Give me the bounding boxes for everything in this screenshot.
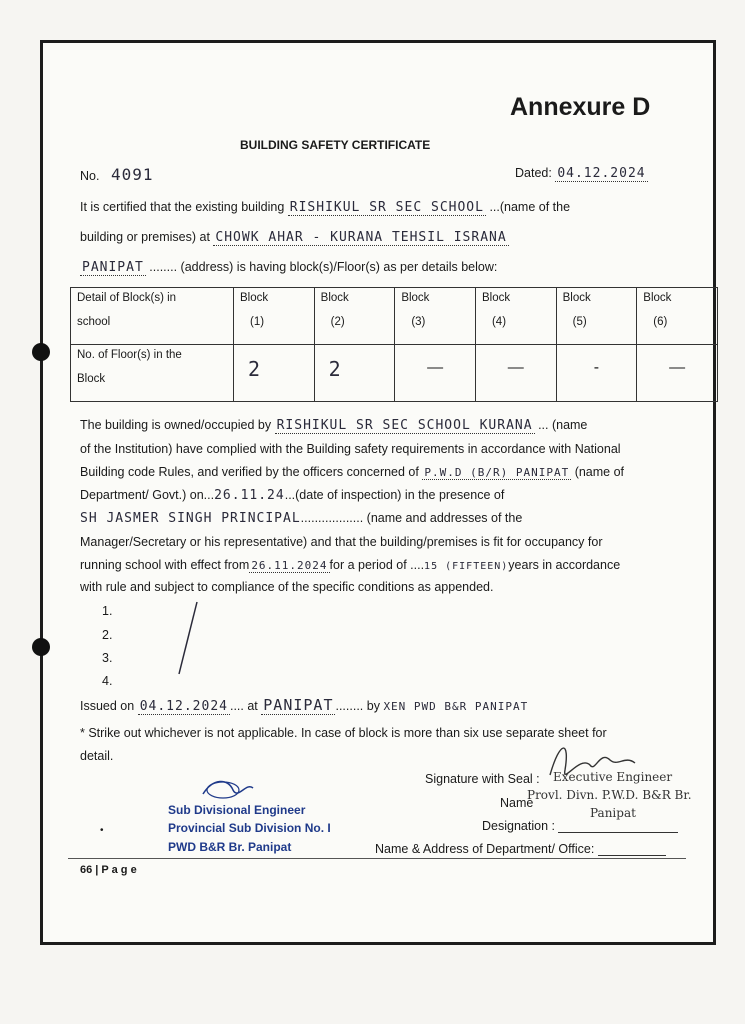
para2-text: for a period of .... [329,558,425,572]
seal-label: Signature with Seal : [425,772,540,786]
sde-signature [198,776,258,804]
block-number: (3) [411,316,426,328]
blocks-table [70,287,718,402]
table-cell [71,288,234,345]
table-cell [637,345,718,402]
block-label: Block [320,292,349,304]
effect-date: 26.11.2024 [251,559,328,572]
seal-line3: Panipat [590,806,636,820]
strike-line [175,598,205,678]
cert-date-row [515,166,648,181]
punch-hole-top [32,343,50,361]
seal-line2: Provl. Divn. P.W.D. B&R Br. [527,788,692,802]
owner-name: RISHIKUL SR SEC SCHOOL KURANA [276,418,533,433]
para2-text: Department/ Govt.) on... [80,488,215,502]
table-cell [556,288,637,345]
cert-date-label: Dated: [515,166,552,180]
sde-stamp-line2: Provincial Sub Division No. I [168,821,331,835]
para2-line2: of the Institution) have complied with the Building safety requirements in accordance with National [80,442,621,456]
row1-label-a: Detail of Block(s) in [77,292,177,304]
table-cell [314,288,395,345]
para2-text: The building is owned/occupied by [80,418,272,432]
para2-line5 [80,511,522,526]
condition-item: 1. [102,604,113,618]
sde-stamp-line3: PWD B&R Br. Panipat [168,840,292,854]
annexure-heading: Annexure D [510,93,651,121]
address-city: PANIPAT [82,260,144,275]
para1-line2 [80,230,509,245]
footer-divider [68,858,686,859]
inspection-date: 26.11.24 [214,488,285,503]
issued-place: PANIPAT [263,696,334,714]
block-label: Block [481,292,511,304]
para2-line7 [80,558,620,572]
punch-hole-bottom [32,638,50,656]
table-cell [234,345,315,402]
para2-text: Building code Rules, and verified by the officers concerned of [80,465,419,479]
designation-blank [558,820,678,833]
building-address: CHOWK AHAR - KURANA TEHSIL ISRANA [215,230,507,245]
para1-text-d: ........ (address) is having block(s)/Floor(s) as per details below: [149,260,498,274]
block-label: Block [562,292,591,304]
table-cell [234,288,315,345]
row1-label-b: school [77,316,111,328]
floor-count: — [427,359,444,376]
block-label: Block [401,292,430,304]
block-number: (4) [491,316,507,328]
para2-line1 [80,418,587,433]
issued-date: 04.12.2024 [139,699,228,714]
para2-line3 [80,465,624,479]
table-cell [475,288,556,345]
block-number: (1) [250,316,265,328]
para2-text: ...(date of inspection) in the presence of [284,488,505,502]
table-cell [395,345,476,402]
block-number: (5) [572,316,587,328]
para1-text-b: ...(name of the [489,200,571,214]
para2-line8: with rule and subject to compliance of the specific conditions as appended. [80,580,494,594]
row2-label-a: No. of Floor(s) in the [77,349,182,361]
sde-stamp-line1: Sub Divisional Engineer [168,803,306,817]
block-label: Block [240,292,269,304]
address-blank [598,843,666,856]
cert-number-label: No. [80,169,100,183]
cert-date-value: 04.12.2024 [557,166,646,181]
block-number: (6) [653,316,668,328]
period-value: 15 (FIFTEEN) [424,561,509,572]
para1-line1 [80,200,570,215]
cert-number-value: 4091 [110,165,154,184]
block-label: Block [643,292,672,304]
table-cell [475,345,556,402]
para2-text: years in accordance [508,558,621,572]
note-line1: * Strike out whichever is not applicable. In case of block is more than six use separate sheet for [80,726,607,740]
table-row [71,288,718,345]
address-row [375,842,666,856]
cert-number-row [80,165,153,184]
para2-line4 [80,488,504,503]
floor-count: - [593,359,600,376]
issued-by-label: ........ by [335,699,380,713]
para2-line6: Manager/Secretary or his representative) and that the building/premises is fit for occupancy for [80,535,603,549]
presence-name: SH JASMER SINGH PRINCIPAL [80,511,301,526]
table-cell [556,345,637,402]
building-name: RISHIKUL SR SEC SCHOOL [289,200,484,215]
designation-row [482,819,678,833]
block-number: (2) [330,316,345,328]
bullet-mark: • [100,825,104,836]
condition-item: 2. [102,628,113,642]
para2-text: ... (name [538,418,588,432]
address-label: Name & Address of Department/ Office: [375,842,595,856]
page-number: 66 | P a g e [80,864,137,876]
para1-text-c: building or premises) at [80,230,210,244]
para2-text: .................. (name and addresses of the [300,511,523,525]
table-cell [395,288,476,345]
note-line2: detail. [80,749,114,763]
issued-label: Issued on [80,699,135,713]
para1-text-a: It is certified that the existing building [80,200,285,214]
table-cell [71,345,234,402]
issued-at-label: .... at [229,699,258,713]
floor-count: — [507,359,524,376]
department-name: P.W.D (B/R) PANIPAT [424,466,570,479]
name-label: Name [500,796,534,810]
para1-line3 [80,260,497,275]
row2-label-b: Block [77,373,106,385]
issued-row [80,696,528,714]
issued-by: XEN PWD B&R PANIPAT [383,700,529,713]
table-row [71,345,718,402]
floor-count: — [669,359,686,376]
certificate-title: BUILDING SAFETY CERTIFICATE [240,138,431,152]
para2-text: running school with effect from [80,558,250,572]
table-cell [637,288,718,345]
table-cell [314,345,395,402]
floor-count: 2 [248,357,261,381]
para2-text: (name of [574,465,625,479]
condition-item: 3. [102,651,113,665]
condition-item: 4. [102,674,113,688]
seal-line1: Executive Engineer [553,770,673,784]
floor-count: 2 [328,357,341,381]
designation-label: Designation : [482,819,555,833]
